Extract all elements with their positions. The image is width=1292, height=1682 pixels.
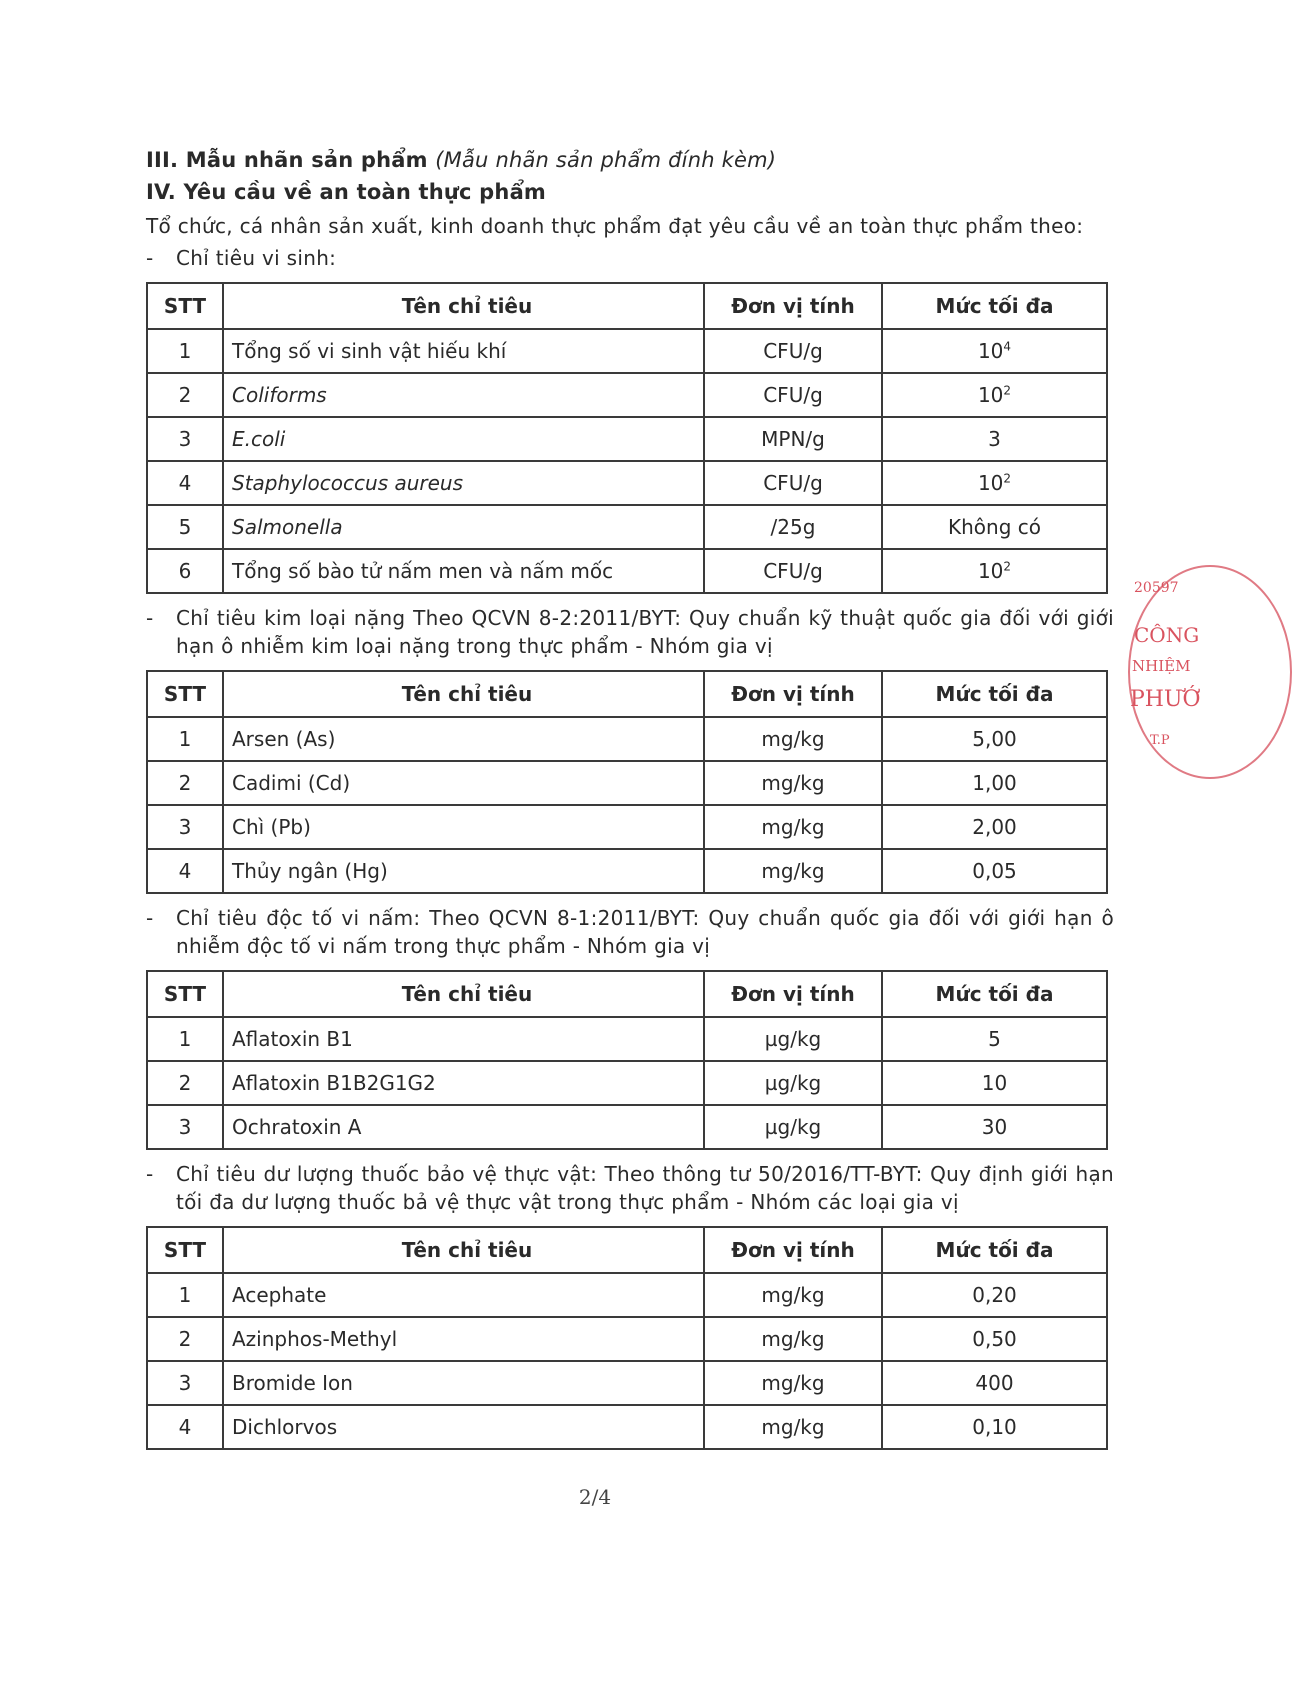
row-name: Coliforms xyxy=(223,373,704,417)
table-row xyxy=(147,1105,1107,1149)
header-name: Tên chỉ tiêu xyxy=(223,1227,704,1273)
row-unit: mg/kg xyxy=(704,849,882,893)
row-max: 10 xyxy=(882,1061,1107,1105)
stamp-line-2: CÔNG xyxy=(1134,623,1200,647)
pesticide-table xyxy=(146,1226,1108,1450)
micro-table xyxy=(146,282,1108,594)
pesticide-table-body xyxy=(147,1273,1107,1449)
header-name: Tên chỉ tiêu xyxy=(223,283,704,329)
header-max: Mức tối đa xyxy=(882,1227,1107,1273)
row-stt: 2 xyxy=(147,761,223,805)
row-max-base: 3 xyxy=(988,427,1001,451)
table-header-row xyxy=(147,283,1107,329)
bullet-dash: - xyxy=(146,906,154,930)
row-max-exponent: 4 xyxy=(1003,339,1012,354)
row-unit: mg/kg xyxy=(704,1405,882,1449)
header-stt: STT xyxy=(147,671,223,717)
row-max xyxy=(882,373,1107,417)
row-max: 0,10 xyxy=(882,1405,1107,1449)
row-name: Ochratoxin A xyxy=(223,1105,704,1149)
header-unit: Đơn vị tính xyxy=(704,971,882,1017)
bullet-dash: - xyxy=(146,1162,154,1186)
header-name: Tên chỉ tiêu xyxy=(223,671,704,717)
row-max: 5,00 xyxy=(882,717,1107,761)
row-max: 0,05 xyxy=(882,849,1107,893)
row-name: Azinphos-Methyl xyxy=(223,1317,704,1361)
header-stt: STT xyxy=(147,971,223,1017)
row-max: 5 xyxy=(882,1017,1107,1061)
bullet-dash: - xyxy=(146,606,154,630)
table-row xyxy=(147,1273,1107,1317)
row-stt: 3 xyxy=(147,417,223,461)
row-unit: µg/kg xyxy=(704,1061,882,1105)
stamp-line-1: 20597 xyxy=(1134,580,1179,596)
section-3-note: (Mẫu nhãn sản phẩm đính kèm) xyxy=(435,148,777,172)
bullet-pesticide xyxy=(146,1160,1114,1216)
row-name: Dichlorvos xyxy=(223,1405,704,1449)
section-3-heading xyxy=(146,148,1114,172)
row-max: 0,20 xyxy=(882,1273,1107,1317)
row-name: Acephate xyxy=(223,1273,704,1317)
table-header-row xyxy=(147,671,1107,717)
row-stt: 4 xyxy=(147,461,223,505)
row-name: E.coli xyxy=(223,417,704,461)
stamp-line-3: NHIỆM xyxy=(1132,657,1191,675)
table-row xyxy=(147,805,1107,849)
header-max: Mức tối đa xyxy=(882,971,1107,1017)
table-row xyxy=(147,373,1107,417)
row-max: 1,00 xyxy=(882,761,1107,805)
row-name: Arsen (As) xyxy=(223,717,704,761)
row-name: Aflatoxin B1 xyxy=(223,1017,704,1061)
metals-table xyxy=(146,670,1108,894)
row-max-base: 10 xyxy=(977,559,1004,583)
row-unit: CFU/g xyxy=(704,329,882,373)
page-number: 2/4 xyxy=(578,1485,612,1509)
micro-table-body xyxy=(147,329,1107,593)
table-row xyxy=(147,717,1107,761)
row-unit: µg/kg xyxy=(704,1105,882,1149)
row-unit: mg/kg xyxy=(704,761,882,805)
row-stt: 3 xyxy=(147,805,223,849)
row-stt: 3 xyxy=(147,1105,223,1149)
row-name: Cadimi (Cd) xyxy=(223,761,704,805)
row-unit: µg/kg xyxy=(704,1017,882,1061)
table-row xyxy=(147,761,1107,805)
table-row xyxy=(147,461,1107,505)
row-unit: mg/kg xyxy=(704,805,882,849)
row-stt: 3 xyxy=(147,1361,223,1405)
bullet-mycotoxin xyxy=(146,904,1114,960)
table-row xyxy=(147,329,1107,373)
row-unit: mg/kg xyxy=(704,1273,882,1317)
row-unit: CFU/g xyxy=(704,373,882,417)
row-unit: CFU/g xyxy=(704,549,882,593)
header-stt: STT xyxy=(147,1227,223,1273)
bullet-metals xyxy=(146,604,1114,660)
row-max-base: 10 xyxy=(977,339,1004,363)
table-row xyxy=(147,1405,1107,1449)
row-max xyxy=(882,549,1107,593)
row-unit: mg/kg xyxy=(704,1317,882,1361)
table-row xyxy=(147,417,1107,461)
row-max-exponent: 2 xyxy=(1003,383,1012,398)
bullet-metals-text: Chỉ tiêu kim loại nặng Theo QCVN 8-2:2011/BYT: Quy chuẩn kỹ thuật quốc gia đối với giới hạn ô nhiễm kim loại nặng trong thực phẩm - Nhóm gia vị xyxy=(176,606,1114,658)
header-max: Mức tối đa xyxy=(882,671,1107,717)
header-max: Mức tối đa xyxy=(882,283,1107,329)
row-name: Bromide Ion xyxy=(223,1361,704,1405)
table-row xyxy=(147,849,1107,893)
row-stt: 1 xyxy=(147,1273,223,1317)
row-max xyxy=(882,505,1107,549)
row-stt: 1 xyxy=(147,329,223,373)
row-name: Thủy ngân (Hg) xyxy=(223,849,704,893)
section-4-heading: IV. Yêu cầu về an toàn thực phẩm xyxy=(146,180,547,204)
header-name: Tên chỉ tiêu xyxy=(223,971,704,1017)
intro-paragraph: Tổ chức, cá nhân sản xuất, kinh doanh thực phẩm đạt yêu cầu về an toàn thực phẩm theo: xyxy=(146,214,1084,238)
row-max xyxy=(882,461,1107,505)
row-name: Tổng số vi sinh vật hiếu khí xyxy=(223,329,704,373)
table-header-row xyxy=(147,971,1107,1017)
header-stt: STT xyxy=(147,283,223,329)
table-header-row xyxy=(147,1227,1107,1273)
row-name: Aflatoxin B1B2G1G2 xyxy=(223,1061,704,1105)
mycotoxin-table-body xyxy=(147,1017,1107,1149)
row-max xyxy=(882,329,1107,373)
company-stamp xyxy=(1128,565,1201,785)
header-unit: Đơn vị tính xyxy=(704,671,882,717)
bullet-dash: - xyxy=(146,246,154,270)
row-max: 0,50 xyxy=(882,1317,1107,1361)
row-name: Chì (Pb) xyxy=(223,805,704,849)
row-stt: 2 xyxy=(147,1317,223,1361)
row-unit: CFU/g xyxy=(704,461,882,505)
table-row xyxy=(147,549,1107,593)
stamp-line-5: T.P xyxy=(1150,733,1170,748)
row-max-exponent: 2 xyxy=(1003,471,1012,486)
bullet-pesticide-text: Chỉ tiêu dư lượng thuốc bảo vệ thực vật: Theo thông tư 50/2016/TT-BYT: Quy định giới hạn tối đa dư lượng thuốc bả vệ thực vật trong thực phẩm - Nhóm các loại gia vị xyxy=(176,1162,1114,1214)
row-max: 2,00 xyxy=(882,805,1107,849)
mycotoxin-table xyxy=(146,970,1108,1150)
table-row xyxy=(147,1361,1107,1405)
row-max: 400 xyxy=(882,1361,1107,1405)
table-row xyxy=(147,1061,1107,1105)
table-row xyxy=(147,505,1107,549)
header-unit: Đơn vị tính xyxy=(704,283,882,329)
content xyxy=(146,148,1114,1460)
row-stt: 4 xyxy=(147,1405,223,1449)
row-max-base: 10 xyxy=(977,383,1004,407)
table-row xyxy=(147,1317,1107,1361)
bullet-micro xyxy=(146,244,1114,272)
row-max-base: Không có xyxy=(948,515,1041,539)
row-unit: mg/kg xyxy=(704,1361,882,1405)
row-stt: 6 xyxy=(147,549,223,593)
row-stt: 2 xyxy=(147,1061,223,1105)
header-unit: Đơn vị tính xyxy=(704,1227,882,1273)
row-max: 30 xyxy=(882,1105,1107,1149)
section-3-title: III. Mẫu nhãn sản phẩm xyxy=(146,148,428,172)
row-unit: mg/kg xyxy=(704,717,882,761)
row-stt: 4 xyxy=(147,849,223,893)
row-stt: 5 xyxy=(147,505,223,549)
row-max-base: 10 xyxy=(977,471,1004,495)
metals-table-body xyxy=(147,717,1107,893)
row-max-exponent: 2 xyxy=(1003,559,1012,574)
bullet-mycotoxin-text: Chỉ tiêu độc tố vi nấm: Theo QCVN 8-1:2011/BYT: Quy chuẩn quốc gia đối với giới hạn ô nhiễm độc tố vi nấm trong thực phẩm - Nhóm gia vị xyxy=(176,906,1114,958)
row-stt: 2 xyxy=(147,373,223,417)
row-unit: /25g xyxy=(704,505,882,549)
row-name: Tổng số bào tử nấm men và nấm mốc xyxy=(223,549,704,593)
row-stt: 1 xyxy=(147,717,223,761)
row-max xyxy=(882,417,1107,461)
row-stt: 1 xyxy=(147,1017,223,1061)
row-name: Salmonella xyxy=(223,505,704,549)
row-unit: MPN/g xyxy=(704,417,882,461)
stamp-line-4: PHƯỚ xyxy=(1130,687,1201,712)
table-row xyxy=(147,1017,1107,1061)
row-name: Staphylococcus aureus xyxy=(223,461,704,505)
bullet-micro-text: Chỉ tiêu vi sinh: xyxy=(176,246,337,270)
